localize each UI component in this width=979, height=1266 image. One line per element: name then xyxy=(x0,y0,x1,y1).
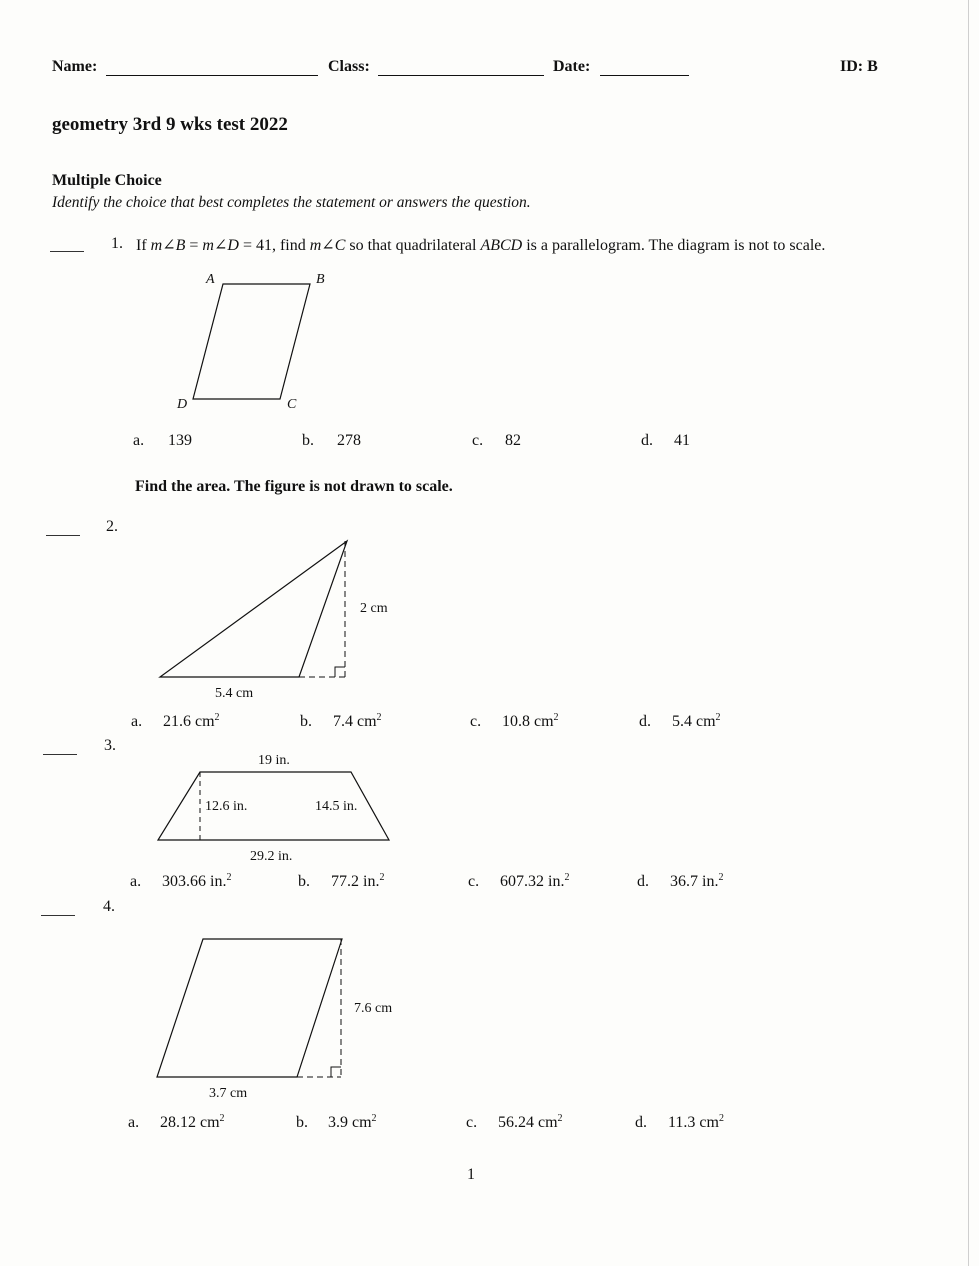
test-id: ID: B xyxy=(840,58,878,75)
date-label: Date: xyxy=(553,58,591,75)
parallelogram-abcd xyxy=(193,284,310,399)
choice-text: 5.4 $cm^2$ xyxy=(672,712,721,730)
question-number-4: 4. xyxy=(103,898,115,915)
choice-letter: c. xyxy=(466,1114,478,1131)
answer-blank-4[interactable] xyxy=(41,915,75,916)
choice-text: 303.66 in.$^2$ xyxy=(162,872,232,890)
trapezoid-side-label: 14.5 in. xyxy=(315,799,358,814)
answer-blank-2[interactable] xyxy=(46,535,80,536)
choice-text: 41 xyxy=(674,432,690,449)
choice-letter: a. xyxy=(133,432,145,449)
choice-letter: d. xyxy=(641,432,653,449)
triangle-right-angle-mark xyxy=(335,667,345,677)
answer-blank-3[interactable] xyxy=(43,754,77,755)
choice-letter: a. xyxy=(131,713,143,730)
vertex-label-a: A xyxy=(206,272,215,287)
choice-text: 36.7 in.$^2$ xyxy=(670,872,724,890)
section-heading: Multiple Choice xyxy=(52,172,162,189)
vertex-label-b: B xyxy=(316,272,325,287)
choice-text: 278 xyxy=(337,432,361,449)
choice-letter: b. xyxy=(300,713,312,730)
trapezoid-height-label: 12.6 in. xyxy=(205,799,248,814)
choice-letter: d. xyxy=(637,873,649,890)
choice-letter: d. xyxy=(635,1114,647,1131)
choice-letter: a. xyxy=(130,873,142,890)
question-number-1: 1. xyxy=(111,235,123,252)
choice-letter: d. xyxy=(639,713,651,730)
choice-text: 3.9 $cm^2$ xyxy=(328,1113,377,1131)
page-title: geometry 3rd 9 wks test 2022 xyxy=(52,114,288,135)
choice-letter: b. xyxy=(302,432,314,449)
choice-text: 139 xyxy=(168,432,192,449)
trapezoid-top-label: 19 in. xyxy=(258,753,290,768)
choice-text: 21.6 $cm^2$ xyxy=(163,712,220,730)
choice-letter: b. xyxy=(298,873,310,890)
parallelogram-height-label: 7.6 cm xyxy=(354,1001,393,1016)
area-instruction: Find the area. The figure is not drawn to scale. xyxy=(135,478,453,495)
parallelogram-right-angle-mark xyxy=(331,1067,341,1077)
section-instructions: Identify the choice that best completes the statement or answers the question. xyxy=(52,194,531,211)
choice-letter: c. xyxy=(472,432,484,449)
name-label: Name: xyxy=(52,58,98,75)
question-number-3: 3. xyxy=(104,737,116,754)
choice-text: 7.4 $cm^2$ xyxy=(333,712,382,730)
choice-text: 10.8 $cm^2$ xyxy=(502,712,559,730)
question-number-2: 2. xyxy=(106,518,118,535)
choice-text: 77.2 in.$^2$ xyxy=(331,872,385,890)
trapezoid-bottom-label: 29.2 in. xyxy=(250,849,293,864)
vertex-label-d: D xyxy=(177,397,188,412)
parallelogram-base-label: 3.7 cm xyxy=(209,1086,248,1101)
triangle-height-label: 2 cm xyxy=(360,601,388,616)
vertex-label-c: C xyxy=(287,397,297,412)
choice-text: 56.24 $cm^2$ xyxy=(498,1113,563,1131)
choice-letter: b. xyxy=(296,1114,308,1131)
choice-text: 11.3 $cm^2$ xyxy=(668,1113,724,1131)
parallelogram-figure xyxy=(157,939,342,1077)
triangle-figure xyxy=(160,541,347,677)
choice-letter: c. xyxy=(470,713,482,730)
class-label: Class: xyxy=(328,58,370,75)
question-1-text: If m∠B = m∠D = 41, find m∠C so that quadrilateral ABCD is a parallelogram. The diagram is not to scale. xyxy=(136,237,826,254)
choice-text: 28.12 $cm^2$ xyxy=(160,1113,225,1131)
choice-letter: a. xyxy=(128,1114,140,1131)
page-number: 1 xyxy=(467,1166,475,1183)
choice-text: 607.32 in.$^2$ xyxy=(500,872,570,890)
choice-letter: c. xyxy=(468,873,480,890)
choice-text: 82 xyxy=(505,432,521,449)
triangle-base-label: 5.4 cm xyxy=(215,686,254,701)
